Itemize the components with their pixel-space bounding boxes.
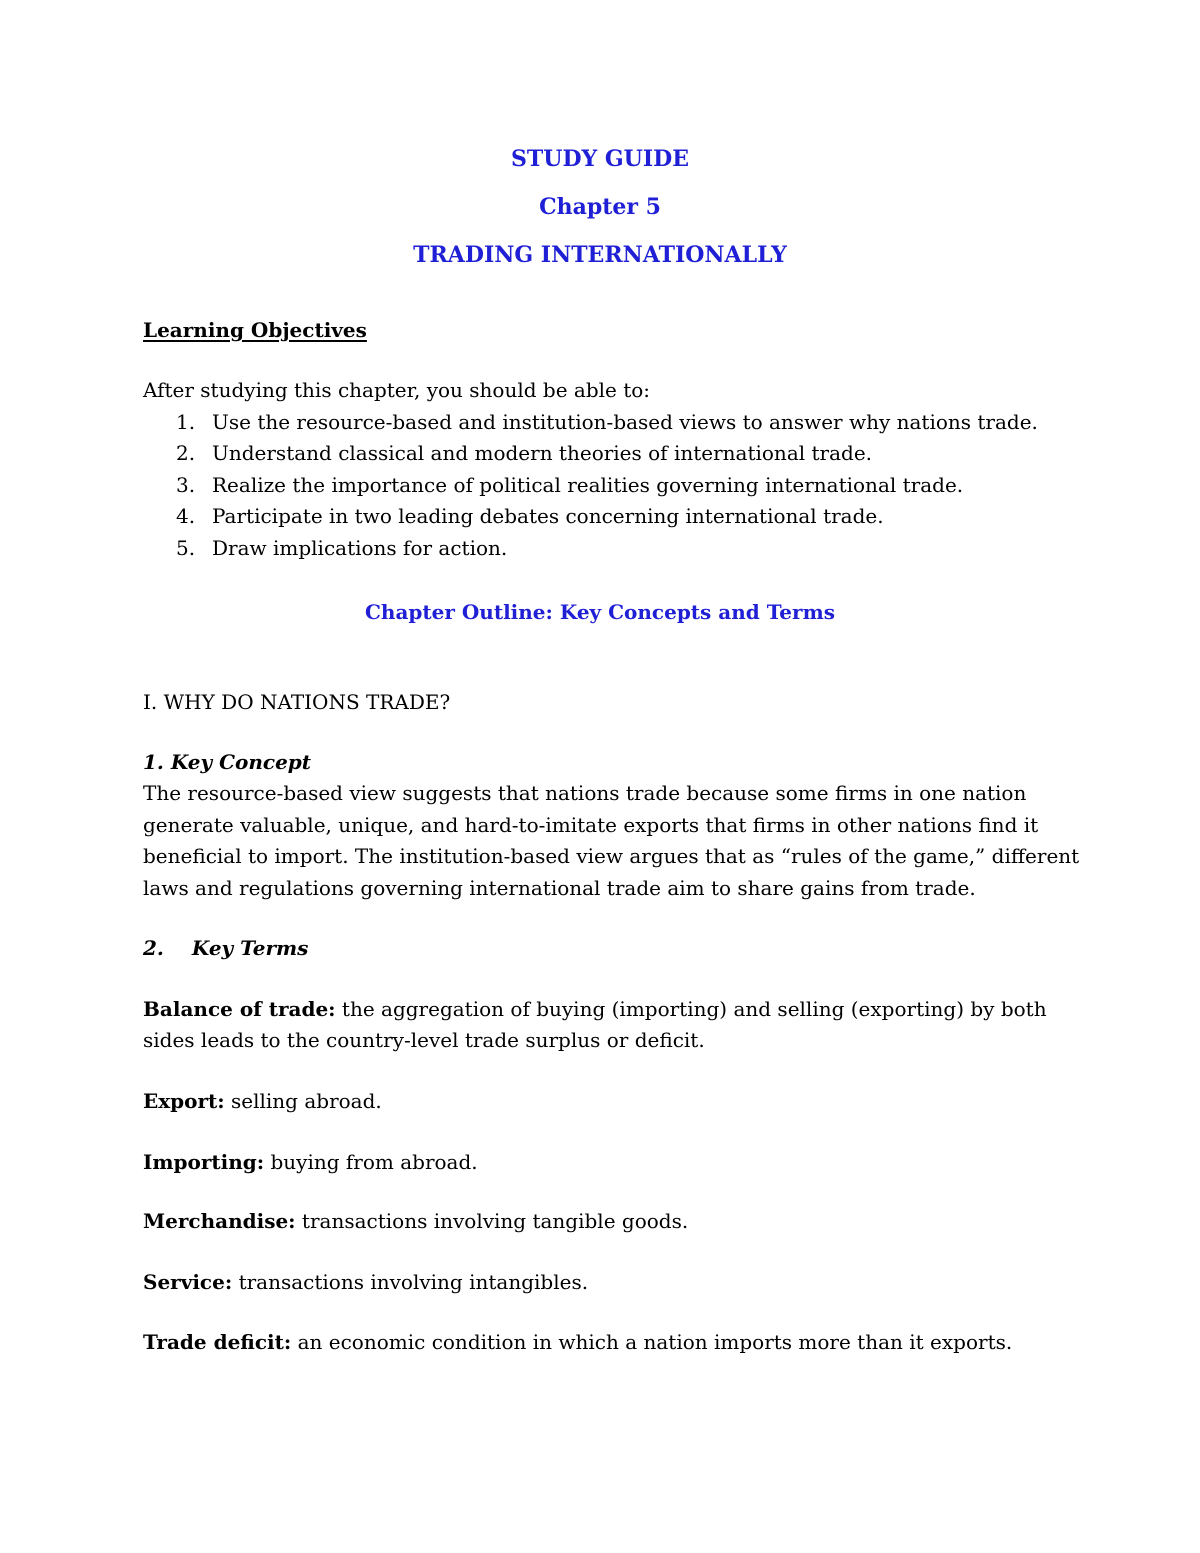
objective-number: 3. (176, 473, 196, 497)
learning-objectives-heading: Learning Objectives (143, 318, 367, 342)
term-definition: buying from abroad. (264, 1150, 478, 1174)
objective-item (176, 438, 872, 468)
key-concept-line: beneficial to import. The institution-based view argues that as “rules of the game,” different (143, 844, 1080, 868)
key-concept-line: generate valuable, unique, and hard-to-imitate exports that firms in other nations find it (143, 813, 1039, 837)
term-label: Service: (143, 1270, 233, 1294)
term-definition: the aggregation of buying (importing) and selling (exporting) by both (335, 997, 1047, 1021)
term-entry (143, 1147, 478, 1177)
objective-number: 1. (176, 410, 196, 434)
key-concept-line: laws and regulations governing international trade aim to share gains from trade. (143, 876, 976, 900)
objective-text: Use the resource-based and institution-based views to answer why nations trade. (212, 410, 1038, 434)
key-terms-number: 2. (143, 936, 164, 960)
term-label: Export: (143, 1089, 225, 1113)
term-definition: an economic condition in which a nation imports more than it exports. (291, 1330, 1013, 1354)
term-label: Balance of trade: (143, 997, 336, 1021)
term-entry (143, 1206, 688, 1236)
chapter-title: TRADING INTERNATIONALLY (413, 242, 787, 268)
objective-item (176, 501, 884, 531)
objective-number: 4. (176, 504, 196, 528)
objective-number: 2. (176, 441, 196, 465)
term-entry (143, 1086, 382, 1116)
term-definition: selling abroad. (224, 1089, 382, 1113)
chapter-outline-heading: Chapter Outline: Key Concepts and Terms (365, 600, 835, 624)
key-terms-heading (143, 933, 308, 963)
key-concept-heading: 1. Key Concept (143, 750, 312, 774)
objective-item (176, 533, 507, 563)
objectives-intro: After studying this chapter, you should be able to: (143, 378, 651, 402)
key-concept-line: The resource-based view suggests that nations trade because some firms in one nation (143, 781, 1027, 805)
section-title: I. WHY DO NATIONS TRADE? (143, 690, 451, 714)
term-label: Importing: (143, 1150, 265, 1174)
key-terms-label: Key Terms (191, 936, 309, 960)
objective-text: Draw implications for action. (212, 536, 508, 560)
objective-item (176, 407, 1038, 437)
term-entry (143, 1327, 1012, 1357)
term-entry (143, 1267, 588, 1297)
objective-text: Participate in two leading debates concerning international trade. (212, 504, 884, 528)
document-title: STUDY GUIDE (511, 146, 689, 172)
chapter-number: Chapter 5 (539, 194, 661, 220)
objective-text: Realize the importance of political realities governing international trade. (212, 473, 964, 497)
term-definition: transactions involving intangibles. (232, 1270, 589, 1294)
objective-item (176, 470, 963, 500)
term-definition: transactions involving tangible goods. (295, 1209, 689, 1233)
objective-number: 5. (176, 536, 196, 560)
term-label: Trade deficit: (143, 1330, 292, 1354)
objective-text: Understand classical and modern theories of international trade. (212, 441, 873, 465)
term-entry (143, 994, 1047, 1024)
term-label: Merchandise: (143, 1209, 296, 1233)
term-continuation: sides leads to the country-level trade surplus or deficit. (143, 1028, 705, 1052)
